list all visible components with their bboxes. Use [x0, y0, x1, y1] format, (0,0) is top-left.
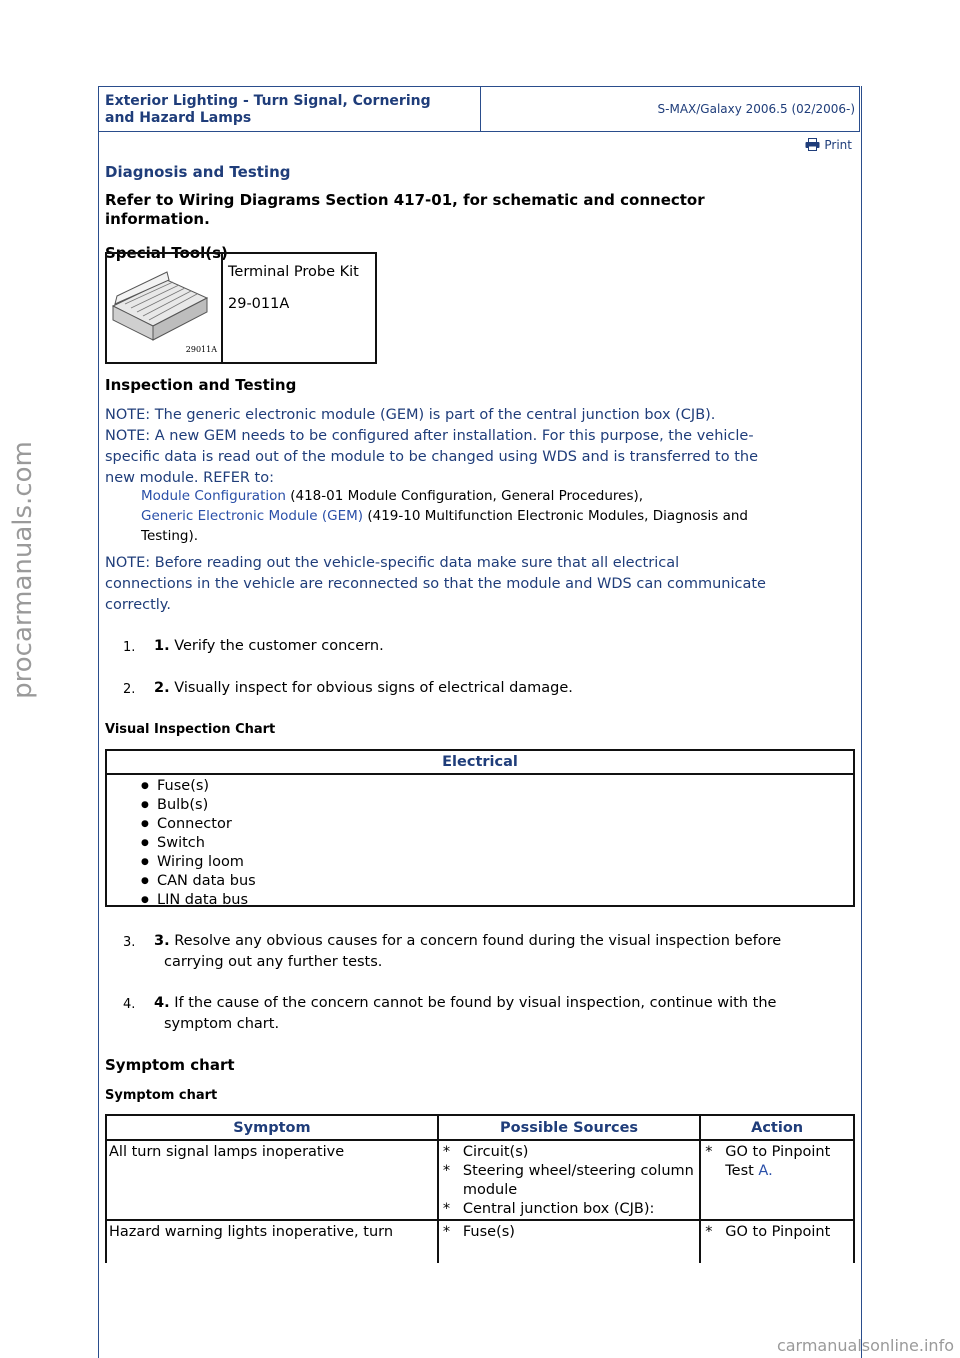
step-2-text: Visually inspect for obvious signs of electrical damage.: [169, 680, 573, 696]
title-line-2: and Hazard Lamps: [105, 110, 252, 126]
tool-number: 29-011A: [228, 296, 290, 312]
table-row: [106, 1140, 854, 1220]
reference-2-text-cont: Testing).: [141, 528, 199, 544]
list-item: ● Connector: [157, 815, 853, 834]
symptom-table: [105, 1114, 855, 1263]
step-3-bold: 3.: [154, 933, 170, 949]
step-4-text-cont: symptom chart.: [164, 1016, 280, 1032]
gem-link[interactable]: Generic Electronic Module (GEM): [141, 508, 364, 524]
wiring-reference: [105, 191, 705, 229]
note-config-line-1: NOTE: A new GEM needs to be configured after installation. For this purpose, the vehicle-: [105, 428, 754, 444]
visual-inspection-table: [105, 749, 855, 907]
action-item: [703, 1143, 851, 1181]
visual-chart-title: Visual Inspection Chart: [105, 722, 276, 737]
note-connections-line-3: correctly.: [105, 597, 171, 613]
list-item: ● Wiring loom: [157, 853, 853, 872]
step-2-number: 2.: [123, 682, 136, 697]
reference-module-configuration: [141, 486, 748, 506]
step-4-text: If the cause of the concern cannot be found by visual inspection, continue with the: [169, 995, 777, 1011]
step-1-text: Verify the customer concern.: [169, 638, 384, 654]
section-title: Diagnosis and Testing: [105, 163, 291, 181]
inspection-heading: Inspection and Testing: [105, 376, 297, 394]
title-line-1: Exterior Lighting - Turn Signal, Cornering: [105, 93, 431, 109]
source-item: * Circuit(s): [441, 1143, 697, 1162]
electrical-items: [107, 777, 853, 910]
special-tool-table: [105, 252, 377, 364]
step-1-bold: 1.: [154, 638, 170, 654]
step-1-number: 1.: [123, 640, 136, 655]
electrical-header: Electrical: [107, 751, 853, 775]
print-label[interactable]: Print: [824, 138, 852, 152]
symptom-heading: Symptom chart: [105, 1056, 235, 1074]
document-header: [98, 86, 860, 132]
special-tools-heading: Special Tool(s): [105, 244, 228, 262]
step-3-text: Resolve any obvious causes for a concern found during the visual inspection before: [169, 933, 782, 949]
image-part-number: 29011A: [185, 345, 217, 354]
list-item: ● Bulb(s): [157, 796, 853, 815]
module-configuration-link[interactable]: Module Configuration: [141, 488, 286, 504]
reference-2-text: (419-10 Multifunction Electronic Modules, Diagnosis and: [363, 508, 749, 524]
note-config-line-2: specific data is read out of the module to be changed using WDS and is transferred to the: [105, 449, 759, 465]
sources-cell: [438, 1220, 700, 1263]
vehicle-model: S-MAX/Galaxy 2006.5 (02/2006-): [657, 102, 855, 116]
sources-cell: [438, 1140, 700, 1220]
step-2: [123, 678, 573, 699]
step-3-number: 3.: [123, 935, 136, 950]
source-item: * Central junction box (CJB):: [441, 1200, 697, 1219]
list-item: ● Switch: [157, 834, 853, 853]
source-item: * Steering wheel/steering column module: [441, 1162, 697, 1200]
step-4-bold: 4.: [154, 995, 170, 1011]
step-3-text-cont: carrying out any further tests.: [164, 954, 383, 970]
special-tool-description: [223, 254, 375, 362]
probe-kit-image: [107, 254, 223, 362]
header-action: Action: [700, 1115, 854, 1140]
table-row: [106, 1220, 854, 1263]
note-gem: NOTE: The generic electronic module (GEM) is part of the central junction box (CJB).: [105, 407, 716, 423]
reference-1-text: (418-01 Module Configuration, General Procedures),: [285, 488, 644, 504]
reference-list: [141, 486, 748, 546]
action-cell: [700, 1220, 854, 1263]
note-connections-line-2: connections in the vehicle are reconnected so that the module and WDS can communicate: [105, 576, 766, 592]
symptom-cell: All turn signal lamps inoperative: [106, 1140, 438, 1220]
footer-watermark: carmanualsonline.info: [776, 1336, 954, 1355]
note-connections-line-1: NOTE: Before reading out the vehicle-specific data make sure that all electrical: [105, 555, 680, 571]
list-item: ● Fuse(s): [157, 777, 853, 796]
action-cell: [700, 1140, 854, 1220]
wiring-reference-line-1: Refer to Wiring Diagrams Section 417-01, for schematic and connector: [105, 191, 705, 209]
header-symptom: Symptom: [106, 1115, 438, 1140]
step-1: [123, 636, 384, 657]
printer-icon: [805, 138, 820, 154]
step-4-number: 4.: [123, 997, 136, 1012]
note-config-line-3: new module. REFER to:: [105, 470, 275, 486]
list-item: ● LIN data bus: [157, 891, 853, 910]
action-text: GO to Pinpoint: [725, 1224, 831, 1240]
print-link[interactable]: [805, 138, 852, 154]
pinpoint-test-a-link[interactable]: A.: [758, 1163, 773, 1179]
action-item: [703, 1223, 851, 1242]
source-item: * Fuse(s): [441, 1223, 697, 1242]
list-item: ● CAN data bus: [157, 872, 853, 891]
note-connections: [105, 553, 850, 616]
symptom-table-header: [106, 1115, 854, 1140]
step-4: [123, 993, 855, 1035]
step-3: [123, 931, 855, 973]
side-watermark: procarmanuals.com: [8, 441, 38, 699]
reference-gem: [141, 506, 748, 526]
document-title: [99, 87, 481, 131]
action-text: GO to Pinpoint Test: [725, 1144, 831, 1179]
wiring-reference-line-2: information.: [105, 210, 210, 228]
header-possible-sources: Possible Sources: [438, 1115, 700, 1140]
tool-name: Terminal Probe Kit: [228, 264, 359, 280]
notes-block: [105, 405, 850, 489]
step-2-bold: 2.: [154, 680, 170, 696]
symptom-cell: Hazard warning lights inoperative, turn: [106, 1220, 438, 1263]
symptom-subheading: Symptom chart: [105, 1088, 218, 1103]
